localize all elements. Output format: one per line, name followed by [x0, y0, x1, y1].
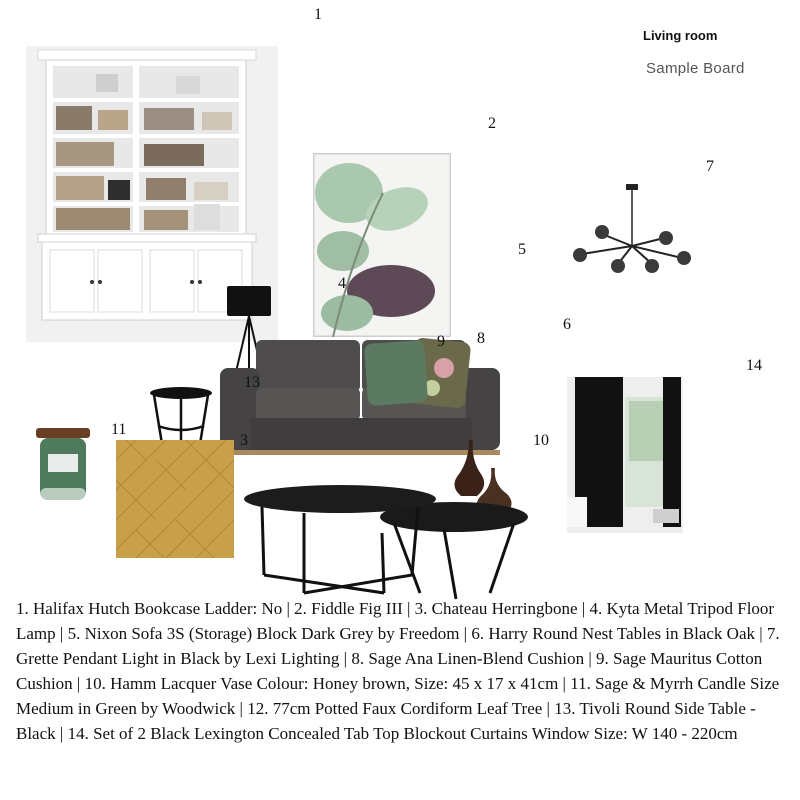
item-caption-10: 10. Hamm Lacquer Vase Colour: Honey brown, Size: 45 x 17 x 41cm | — [84, 674, 571, 693]
marker-8: 8 — [477, 330, 485, 347]
item-caption-1: 1. Halifax Hutch Bookcase Ladder: No | — [16, 599, 295, 618]
item-caption-14: 14. Set of 2 Black Lexington Concealed Tab Top Blockout Curtains Window Size: W 140 - 220cm — [67, 724, 738, 743]
item-caption-6: 6. Harry Round Nest Tables in Black Oak | — [471, 624, 767, 643]
marker-3: 3 — [240, 432, 248, 449]
marker-5: 5 — [518, 241, 526, 258]
item-caption-12: 12. 77cm Potted Faux Cordiform Leaf Tree | — [247, 699, 555, 718]
candle-image — [34, 428, 92, 504]
item-caption-13: 13. Tivoli Round Side Table - Black | — [16, 699, 756, 743]
item-caption-11: 11. Sage & Myrrh Candle Size Medium in Green by Woodwick | — [16, 674, 780, 718]
item-caption-3: 3. Chateau Herringbone | — [414, 599, 590, 618]
item-caption-8: 8. Sage Ana Linen-Blend Cushion | — [351, 649, 596, 668]
marker-4: 4 — [338, 275, 346, 292]
item-caption-9: 9. Sage Mauritus Cotton Cushion | — [16, 649, 763, 693]
board-subtitle: Sample Board — [646, 60, 745, 77]
cushions-image — [362, 338, 472, 410]
herringbone-floor-image — [116, 440, 234, 558]
board-title: Living room — [643, 28, 718, 43]
marker-14: 14 — [746, 357, 762, 374]
marker-11: 11 — [111, 421, 127, 438]
nest-tables-image — [244, 483, 534, 603]
marker-10: 10 — [533, 432, 549, 449]
fiddle-fig-print-image — [313, 153, 451, 337]
item-caption-4: 4. Kyta Metal Tripod Floor Lamp | — [16, 599, 775, 643]
marker-2: 2 — [488, 115, 496, 132]
item-caption-2: 2. Fiddle Fig III | — [294, 599, 415, 618]
marker-6: 6 — [563, 316, 571, 333]
item-caption-5: 5. Nixon Sofa 3S (Storage) Block Dark Grey by Freedom | — [67, 624, 472, 643]
item-caption-list — [16, 596, 786, 746]
marker-7: 7 — [706, 158, 714, 175]
marker-13: 13 — [244, 374, 260, 391]
curtains-image — [567, 377, 683, 533]
marker-1: 1 — [314, 6, 322, 23]
item-caption-7: 7. Grette Pendant Light in Black by Lexi Lighting | — [16, 624, 780, 668]
marker-9: 9 — [437, 333, 445, 350]
pendant-light-image — [568, 184, 696, 276]
